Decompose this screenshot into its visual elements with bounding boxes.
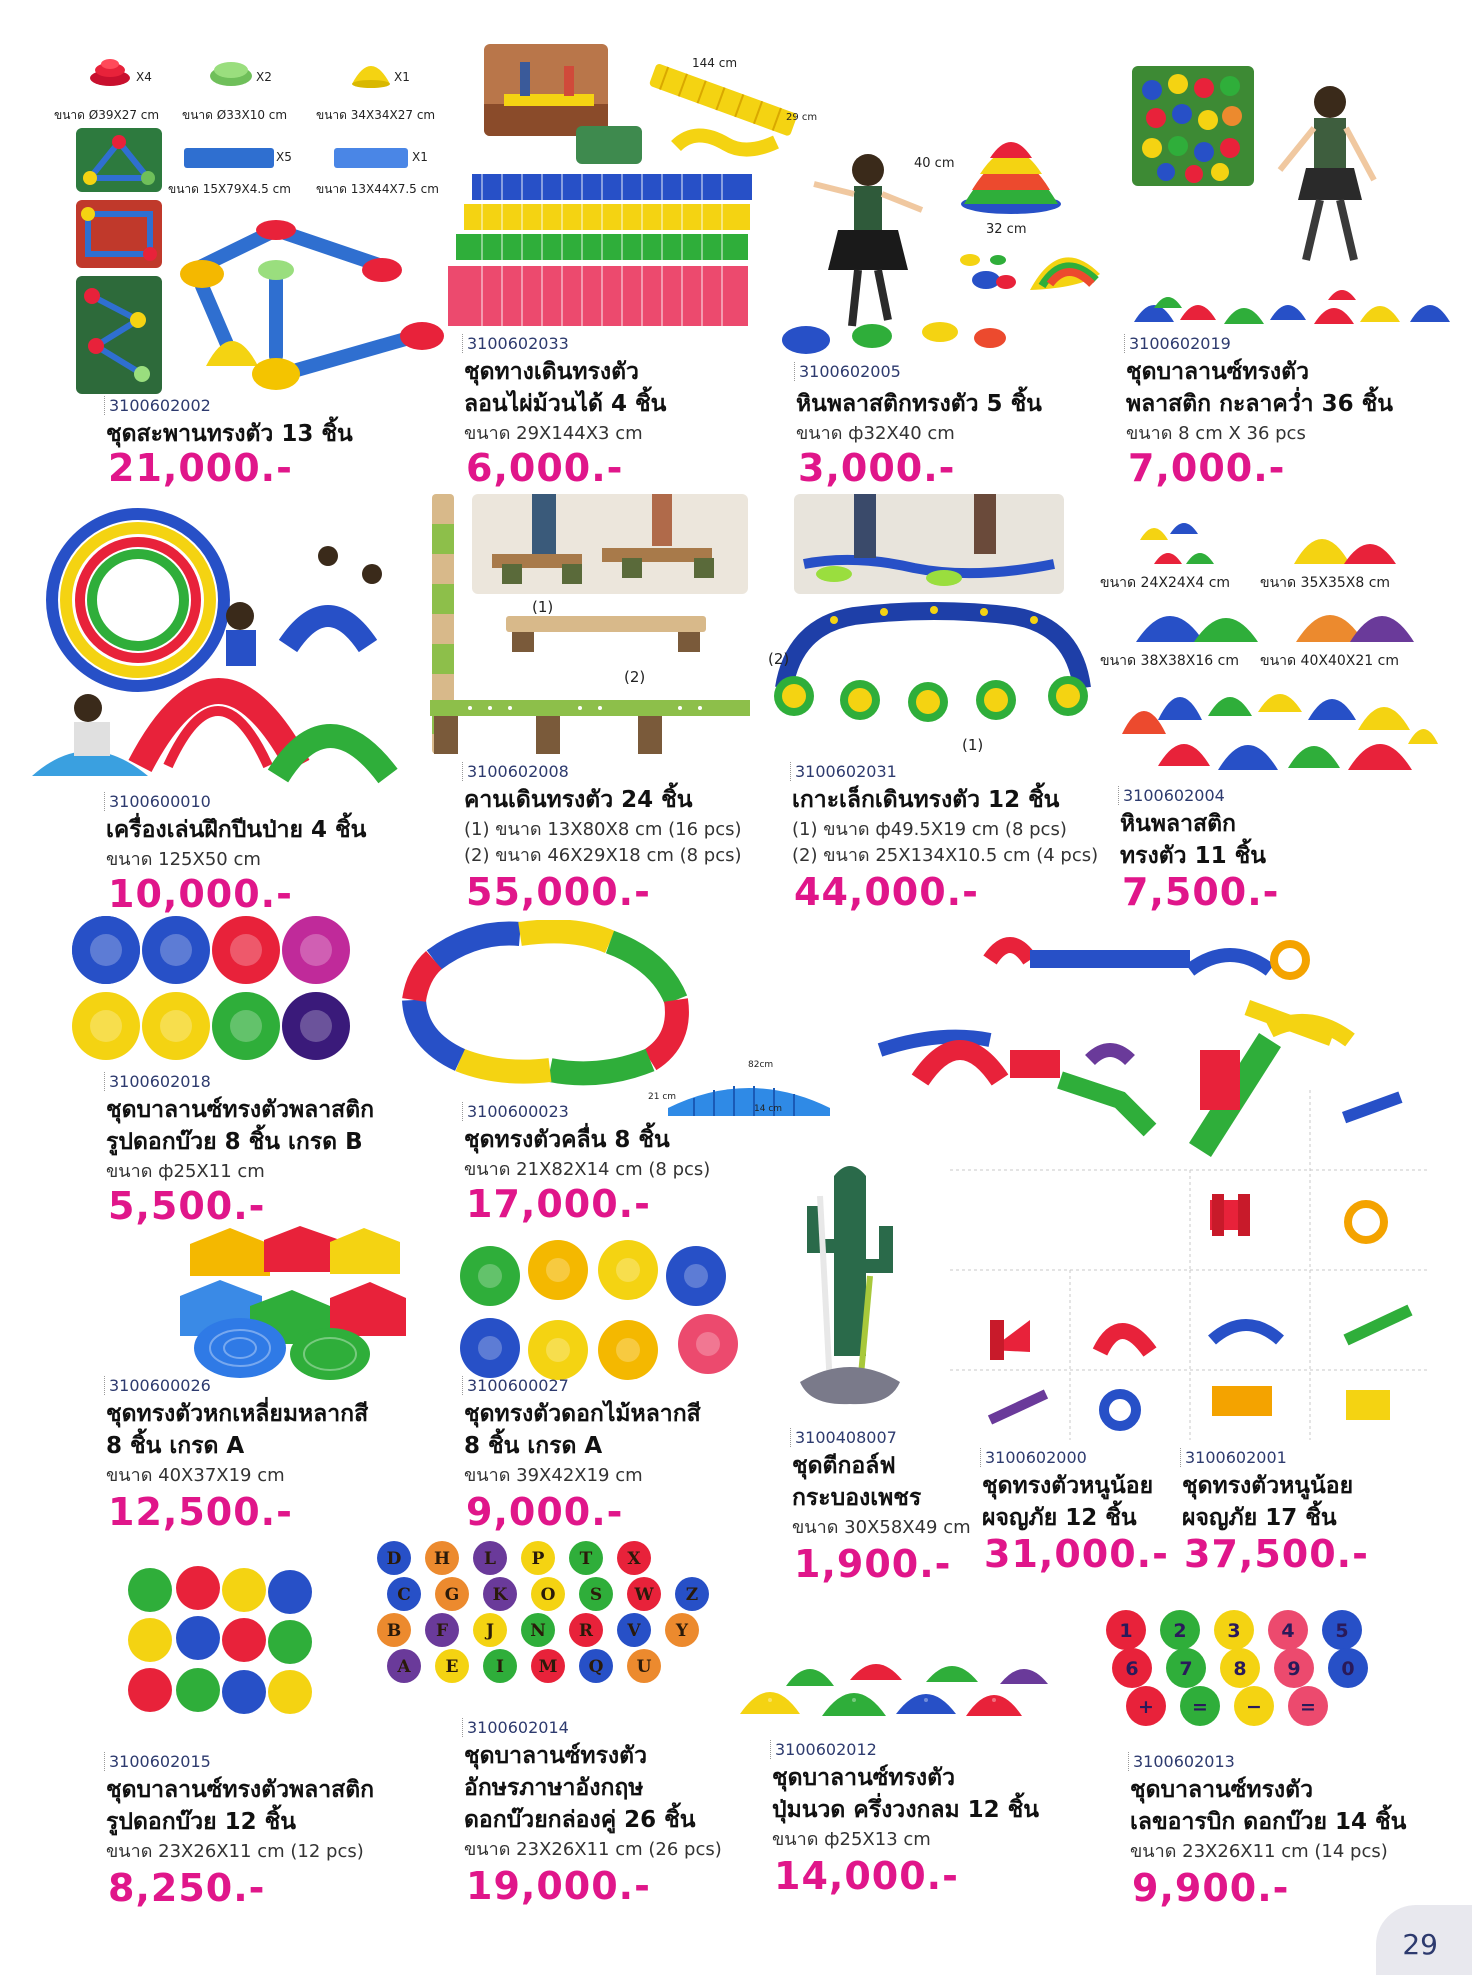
letter-stone — [617, 1613, 651, 1647]
product-3100602031 — [760, 490, 1100, 914]
number-label: 5 — [1335, 1620, 1349, 1642]
label-2: (2) — [768, 650, 790, 668]
letter-stone — [627, 1649, 661, 1683]
photo-bridge-assembled — [166, 206, 458, 402]
product-price: 8,250.- — [108, 1866, 266, 1910]
number-stone — [1234, 1686, 1274, 1726]
number-stone — [1288, 1686, 1328, 1726]
number-stone — [1126, 1686, 1166, 1726]
product-code: 3100602033 — [462, 334, 569, 353]
number-label: 0 — [1341, 1658, 1355, 1680]
product-price: 9,000.- — [466, 1490, 624, 1534]
product-code: 3100600010 — [104, 792, 211, 811]
product-title: คานเดินทรงตัว 24 ชิ้น — [464, 787, 693, 813]
flower-stools — [450, 1240, 750, 1390]
photo-walkway-small — [576, 126, 642, 164]
number-stone — [1166, 1648, 1206, 1688]
product-code: 3100408007 — [790, 1428, 897, 1447]
product-size: (1) ขนาด 13X80X8 cm (16 pcs) — [464, 819, 742, 840]
product-3100408007 — [770, 1150, 971, 1586]
product-title: ชุดตีกอล์ฟ — [792, 1453, 896, 1479]
stones-large — [1130, 588, 1280, 650]
letter-stone — [675, 1577, 709, 1611]
photo-climbing-arches — [28, 496, 400, 788]
product-price: 7,000.- — [1128, 446, 1286, 490]
letter-label: D — [386, 1549, 402, 1569]
product-title: พลาสติก กะลาคว่ำ 36 ชิ้น — [1126, 391, 1393, 417]
letter-stone — [665, 1613, 699, 1647]
letter-stone — [483, 1577, 517, 1611]
hexagon-stools — [180, 1224, 410, 1388]
product-size: (2) ขนาด 25X134X10.5 cm (4 pcs) — [792, 845, 1099, 866]
letter-stone — [473, 1613, 507, 1647]
product-title: ผจญภัย 12 ชิ้น — [982, 1505, 1137, 1531]
number-label: + — [1138, 1696, 1154, 1718]
letter-stone — [531, 1577, 565, 1611]
product-title: ลอนไผ่ม้วนได้ 4 ชิ้น — [464, 391, 667, 417]
letter-label: K — [492, 1585, 508, 1605]
product-3100602018 — [0, 910, 400, 1230]
product-title: ชุดบาลานซ์ทรงตัวพลาสติก — [106, 1097, 375, 1123]
letter-stone — [521, 1613, 555, 1647]
product-code: 3100600026 — [104, 1376, 211, 1395]
product-title: รูปดอกบ๊วย 12 ชิ้น — [106, 1809, 296, 1835]
product-price: 37,500.- — [1184, 1532, 1369, 1576]
letter-stone — [387, 1649, 421, 1683]
rolled-walkways — [442, 170, 760, 330]
product-title: ชุดสะพานทรงตัว 13 ชิ้น — [106, 421, 353, 447]
product-size: ขนาด ф32X40 cm — [796, 423, 955, 444]
product-title: ชุดทางเดินทรงตัว — [464, 359, 639, 385]
half-domes-photo — [730, 1630, 1060, 1730]
piece-size: ขนาด Ø39X27 cm — [54, 108, 160, 122]
product-title: ชุดทรงตัวหกเหลี่ยมหลากสี — [106, 1401, 369, 1427]
letter-stone — [569, 1613, 603, 1647]
label-2: (2) — [624, 668, 646, 686]
product-3100602013 — [1080, 1610, 1472, 1910]
letter-label: C — [397, 1585, 411, 1605]
piece-yellow-triangle — [348, 54, 394, 88]
number-stone — [1274, 1648, 1314, 1688]
number-label: 2 — [1173, 1620, 1187, 1642]
letter-label: Q — [588, 1657, 604, 1677]
dim-29: 29 cm — [786, 112, 818, 123]
product-title: เครื่องเล่นฝึกปีนป่าย 4 ชิ้น — [106, 817, 367, 843]
piece-size: ขนาด 13X44X7.5 cm — [316, 182, 439, 196]
product-title: ชุดทรงตัวดอกไม้หลากสี — [464, 1401, 701, 1427]
stone-size: ขนาด 24X24X4 cm — [1100, 575, 1231, 591]
photo-domes-on-grass — [1132, 66, 1254, 186]
letter-label: G — [444, 1585, 460, 1605]
number-label: 4 — [1281, 1620, 1295, 1642]
letter-stone — [569, 1541, 603, 1575]
photo-kids-walkway — [484, 44, 608, 136]
product-price: 21,000.- — [108, 446, 293, 490]
product-code: 3100602012 — [770, 1740, 877, 1759]
letter-label: A — [397, 1657, 411, 1677]
letter-label: N — [530, 1621, 546, 1641]
product-size: ขนาด 23X26X11 cm (26 pcs) — [464, 1839, 722, 1860]
dim-82: 82cm — [748, 1060, 774, 1070]
stone-size: ขนาด 35X35X8 cm — [1260, 575, 1391, 591]
product-3100602012 — [730, 1630, 1070, 1910]
product-title: ชุดบาลานซ์ทรงตัว — [1130, 1777, 1314, 1803]
letter-stone — [377, 1541, 411, 1575]
product-code: 3100602013 — [1128, 1752, 1235, 1771]
product-size: ขนาด 23X26X11 cm (12 pcs) — [106, 1841, 364, 1862]
number-stone — [1180, 1686, 1220, 1726]
letter-label: L — [484, 1549, 496, 1569]
stones-arrangement — [1118, 674, 1438, 774]
product-title: ชุดบาลานซ์ทรงตัวพลาสติก — [106, 1777, 375, 1803]
letter-label: B — [386, 1621, 402, 1641]
product-price: 55,000.- — [466, 870, 651, 914]
letter-stone — [579, 1649, 613, 1683]
number-stone — [1160, 1610, 1200, 1650]
product-title: อักษรภาษาอังกฤษ — [464, 1775, 644, 1801]
label-1: (1) — [962, 736, 984, 754]
piece-size: ขนาด Ø33X10 cm — [182, 108, 288, 122]
number-flowers — [1100, 1610, 1400, 1730]
product-size: ขนาด 29X144X3 cm — [464, 423, 643, 444]
island-path — [764, 596, 1100, 736]
letter-label: Y — [675, 1621, 689, 1641]
product-3100602001 — [1170, 1440, 1440, 1580]
product-3100600027 — [420, 1220, 780, 1540]
number-label: − — [1246, 1696, 1262, 1718]
letter-label: U — [636, 1657, 652, 1677]
letter-label: F — [435, 1621, 449, 1641]
product-price: 14,000.- — [774, 1854, 959, 1898]
piece-qty: X4 — [136, 70, 152, 84]
letter-stone — [387, 1577, 421, 1611]
product-size: ขนาด 21X82X14 cm (8 pcs) — [464, 1159, 711, 1180]
product-size: (2) ขนาด 46X29X18 cm (8 pcs) — [464, 845, 742, 866]
product-title: ชุดบาลานซ์ทรงตัว — [464, 1743, 648, 1769]
product-3100602008 — [420, 490, 760, 914]
product-price: 19,000.- — [466, 1864, 651, 1908]
dim-21: 21 cm — [648, 1092, 677, 1102]
wave-piece — [654, 1064, 844, 1120]
number-stone — [1322, 1610, 1362, 1650]
piece-green-disc — [208, 52, 254, 88]
number-label: 9 — [1287, 1658, 1301, 1680]
number-stone — [1220, 1648, 1260, 1688]
stone-size: ขนาด 40X40X21 cm — [1260, 653, 1399, 669]
product-code: 3100602000 — [980, 1448, 1087, 1467]
product-3100602019 — [1110, 0, 1472, 490]
adventure-parts-grid — [950, 1090, 1430, 1440]
product-price: 5,500.- — [108, 1184, 266, 1228]
letter-stone — [579, 1577, 613, 1611]
number-label: = — [1300, 1696, 1316, 1718]
product-price: 31,000.- — [984, 1532, 1169, 1576]
letter-label: I — [496, 1657, 504, 1677]
photo-square-layout — [76, 200, 162, 268]
photo-triangle-layout — [76, 128, 162, 192]
number-stone — [1106, 1610, 1146, 1650]
product-title: ชุดบาลานซ์ทรงตัว — [772, 1765, 956, 1791]
dim-32: 32 cm — [986, 222, 1027, 237]
product-size: ขนาด 30X58X49 cm — [792, 1517, 971, 1538]
letter-stone — [521, 1541, 555, 1575]
letter-label: M — [538, 1657, 558, 1677]
beam-short-legs — [506, 632, 706, 652]
product-code: 3100600027 — [462, 1376, 569, 1395]
piece-red-base — [88, 52, 132, 88]
letter-stone — [425, 1613, 459, 1647]
label-1: (1) — [532, 598, 554, 616]
child-walking — [1270, 84, 1390, 274]
number-stone — [1328, 1648, 1368, 1688]
product-title: รูปดอกบ๊วย 8 ชิ้น เกรด B — [106, 1129, 363, 1155]
piece-blue-beam — [184, 148, 274, 168]
product-price: 3,000.- — [798, 446, 956, 490]
product-title: 8 ชิ้น เกรด A — [106, 1433, 245, 1459]
product-price: 44,000.- — [794, 870, 979, 914]
domes-row — [1128, 268, 1468, 330]
cactus-golf-photo — [790, 1156, 910, 1420]
letter-stone — [531, 1649, 565, 1683]
product-title: ผจญภัย 17 ชิ้น — [1182, 1505, 1337, 1531]
stone-size: ขนาด 38X38X16 cm — [1100, 653, 1239, 669]
product-price: 17,000.- — [466, 1182, 651, 1226]
product-size: ขนาด 8 cm X 36 pcs — [1126, 423, 1306, 444]
alphabet-flowers — [370, 1540, 730, 1690]
letter-label: O — [540, 1585, 556, 1605]
letter-stone — [425, 1541, 459, 1575]
page-number: 29 — [1402, 1928, 1438, 1961]
product-price: 7,500.- — [1122, 870, 1280, 914]
letter-label: T — [579, 1549, 593, 1569]
letter-stone — [627, 1577, 661, 1611]
piece-blue-short-beam — [334, 148, 408, 168]
product-title: 8 ชิ้น เกรด A — [464, 1433, 603, 1459]
piece-size: ขนาด 15X79X4.5 cm — [168, 182, 291, 196]
product-size: ขนาด ф25X11 cm — [106, 1161, 265, 1182]
beam-long — [420, 690, 760, 760]
piece-qty: X2 — [256, 70, 272, 84]
product-code: 3100602002 — [104, 396, 211, 415]
number-label: = — [1192, 1696, 1208, 1718]
product-title: ชุดทรงตัวหนูน้อย — [982, 1473, 1154, 1499]
letter-label: H — [433, 1549, 451, 1569]
product-size: ขนาด 40X37X19 cm — [106, 1465, 285, 1486]
product-code: 3100600023 — [462, 1102, 569, 1121]
letter-label: P — [531, 1549, 545, 1569]
stones-spread — [780, 240, 1110, 360]
beam-short — [506, 616, 706, 632]
number-label: 8 — [1233, 1658, 1247, 1680]
product-code: 3100602015 — [104, 1752, 211, 1771]
stones-small — [1130, 510, 1260, 574]
number-stone — [1214, 1610, 1254, 1650]
product-3100602000 — [970, 1440, 1170, 1580]
product-code: 3100602004 — [1118, 786, 1225, 805]
letter-label: J — [485, 1621, 495, 1641]
product-3100600010 — [0, 490, 440, 916]
letter-label: E — [445, 1657, 459, 1677]
product-code: 3100602018 — [104, 1072, 211, 1091]
product-title: หินพลาสติก — [1120, 811, 1236, 837]
product-title: หินพลาสติกทรงตัว 5 ชิ้น — [796, 391, 1042, 417]
product-price: 1,900.- — [794, 1542, 952, 1586]
piece-qty: X5 — [276, 150, 292, 164]
yellow-walkway — [636, 56, 796, 166]
dim-40: 40 cm — [914, 156, 955, 171]
dim-144: 144 cm — [692, 56, 738, 70]
product-title: ชุดบาลานซ์ทรงตัว — [1126, 359, 1310, 385]
product-title: ชุดทรงตัวหนูน้อย — [1182, 1473, 1354, 1499]
flower-12-photo — [120, 1564, 320, 1724]
flower-stepping-stones — [70, 910, 360, 1070]
product-code: 3100602008 — [462, 762, 569, 781]
number-label: 6 — [1125, 1658, 1139, 1680]
product-3100602015 — [0, 1560, 400, 1910]
product-3100602002 — [0, 0, 460, 490]
product-title: ชุดทรงตัวคลื่น 8 ชิ้น — [464, 1127, 670, 1153]
product-code: 3100602001 — [1180, 1448, 1287, 1467]
product-code: 3100602014 — [462, 1718, 569, 1737]
letter-label: X — [627, 1549, 641, 1569]
number-stone — [1112, 1648, 1152, 1688]
letter-label: W — [634, 1585, 654, 1605]
letter-stone — [483, 1649, 517, 1683]
letter-stone — [377, 1613, 411, 1647]
photo-kids-beams — [472, 494, 748, 594]
product-code: 3100602019 — [1124, 334, 1231, 353]
product-code: 3100602031 — [790, 762, 897, 781]
product-3100602005 — [780, 0, 1110, 490]
number-label: 7 — [1179, 1658, 1193, 1680]
product-size: ขนาด 23X26X11 cm (14 pcs) — [1130, 1841, 1388, 1862]
product-title: เลขอารบิก ดอกบ๊วย 14 ชิ้น — [1130, 1809, 1407, 1835]
product-price: 12,500.- — [108, 1490, 293, 1534]
product-title: เกาะเล็กเดินทรงตัว 12 ชิ้น — [792, 787, 1060, 813]
letter-label: V — [627, 1621, 641, 1641]
product-3100602004 — [1100, 490, 1472, 914]
product-title: ปุ่มนวด ครึ่งวงกลม 12 ชิ้น — [772, 1797, 1039, 1823]
piece-qty: X1 — [394, 70, 410, 84]
product-3100602033 — [440, 0, 818, 490]
letter-stone — [473, 1541, 507, 1575]
product-3100600026 — [0, 1220, 400, 1540]
letter-stone — [435, 1649, 469, 1683]
product-3100602014 — [360, 1540, 740, 1910]
photo-kids-islands — [794, 494, 1064, 594]
photo-zigzag-layout — [76, 276, 162, 394]
product-size: ขนาด 39X42X19 cm — [464, 1465, 643, 1486]
product-title: กระบองเพชร — [792, 1485, 922, 1511]
product-code: 3100602005 — [794, 362, 901, 381]
dim-14: 14 cm — [754, 1104, 783, 1114]
letter-label: Z — [685, 1585, 699, 1605]
product-title: ทรงตัว 11 ชิ้น — [1120, 843, 1266, 869]
number-stone — [1268, 1610, 1308, 1650]
number-label: 3 — [1227, 1620, 1241, 1642]
stones-medium — [1280, 510, 1420, 574]
product-price: 6,000.- — [466, 446, 624, 490]
letter-label: R — [578, 1621, 594, 1641]
stones-xlarge — [1286, 588, 1436, 650]
letter-stone — [435, 1577, 469, 1611]
piece-size: ขนาด 34X34X27 cm — [316, 108, 436, 122]
piece-qty: X1 — [412, 150, 428, 164]
product-price: 10,000.- — [108, 872, 293, 916]
number-label: 1 — [1119, 1620, 1133, 1642]
letter-stone — [617, 1541, 651, 1575]
product-size: (1) ขนาด ф49.5X19 cm (8 pcs) — [792, 819, 1067, 840]
product-title: ดอกบ๊วยกล่องคู่ 26 ชิ้น — [464, 1807, 696, 1833]
letter-label: S — [589, 1585, 603, 1605]
product-price: 9,900.- — [1132, 1866, 1290, 1910]
product-size: ขนาด ф25X13 cm — [772, 1829, 931, 1850]
stones-stack — [956, 116, 1066, 216]
product-size: ขนาด 125X50 cm — [106, 849, 261, 870]
